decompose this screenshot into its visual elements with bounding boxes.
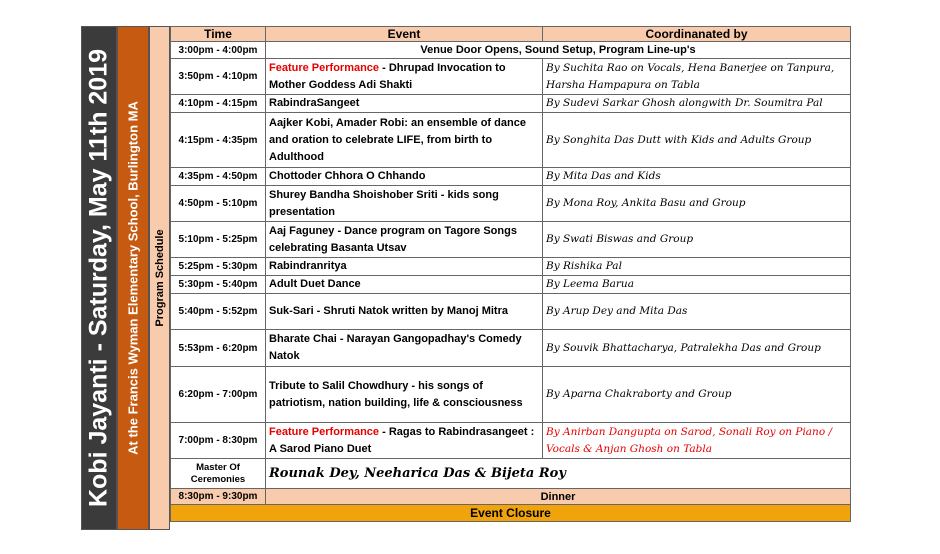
row-event <box>266 423 543 459</box>
row-coordinator: By Mita Das and Kids <box>543 168 851 186</box>
row-event: Suk-Sari - Shruti Natok written by Manoj Mitra <box>266 294 543 330</box>
mc-row <box>171 459 851 489</box>
row-time: 5:10pm - 5:25pm <box>171 222 266 258</box>
opening-time: 3:00pm - 4:00pm <box>171 42 266 59</box>
row-time: 5:30pm - 5:40pm <box>171 276 266 294</box>
row-event <box>266 59 543 95</box>
table-row <box>171 222 851 258</box>
mc-label: Master Of Ceremonies <box>171 459 266 489</box>
row-coordinator: By Aparna Chakraborty and Group <box>543 367 851 423</box>
row-time: 5:40pm - 5:52pm <box>171 294 266 330</box>
event-title-band <box>81 26 117 530</box>
table-row <box>171 423 851 459</box>
dinner-time: 8:30pm - 9:30pm <box>171 489 266 505</box>
row-time: 5:53pm - 6:20pm <box>171 330 266 367</box>
row-coordinator: By Arup Dey and Mita Das <box>543 294 851 330</box>
dinner-text: Dinner <box>266 489 851 505</box>
row-event: Adult Duet Dance <box>266 276 543 294</box>
event-closure: Event Closure <box>171 505 851 522</box>
row-coordinator: By Mona Roy, Ankita Basu and Group <box>543 186 851 222</box>
row-time: 4:15pm - 4:35pm <box>171 113 266 168</box>
feature-label: Feature Performance <box>269 425 380 438</box>
row-time: 4:35pm - 4:50pm <box>171 168 266 186</box>
feature-label: Feature Performance <box>269 61 380 74</box>
event-text: - Dhrupad Invocation to Mother Goddess Adi Shakti <box>269 61 506 91</box>
row-event: Aaj Faguney - Dance program on Tagore Songs celebrating Basanta Utsav <box>266 222 543 258</box>
row-event: Tribute to Salil Chowdhury - his songs of patriotism, nation building, life & consciousness <box>266 367 543 423</box>
table-row <box>171 113 851 168</box>
event-header: Event <box>266 27 543 42</box>
table-row <box>171 168 851 186</box>
dinner-row <box>171 489 851 505</box>
mc-names: Rounak Dey, Neeharica Das & Bijeta Roy <box>266 459 851 489</box>
table-row <box>171 294 851 330</box>
table-row <box>171 258 851 276</box>
time-header: Time <box>171 27 266 42</box>
table-row <box>171 276 851 294</box>
row-coordinator: By Sudevi Sarkar Ghosh alongwith Dr. Soumitra Pal <box>543 95 851 113</box>
closure-row <box>171 505 851 522</box>
row-coordinator: By Anirban Dangupta on Sarod, Sonali Roy on Piano / Vocals & Anjan Ghosh on Tabla <box>543 423 851 459</box>
table-row <box>171 95 851 113</box>
row-event: Bharate Chai - Narayan Gangopadhay's Comedy Natok <box>266 330 543 367</box>
row-coordinator: By Rishika Pal <box>543 258 851 276</box>
row-coordinator: By Songhita Das Dutt with Kids and Adults Group <box>543 113 851 168</box>
row-time: 7:00pm - 8:30pm <box>171 423 266 459</box>
row-event: Aajker Kobi, Amader Robi: an ensemble of dance and oration to celebrate LIFE, from birth to Adulthood <box>266 113 543 168</box>
section-label: Program Schedule <box>153 229 166 327</box>
row-event: Rabindranritya <box>266 258 543 276</box>
opening-row <box>171 42 851 59</box>
venue-text: At the Francis Wyman Elementary School, Burlington MA <box>125 101 141 455</box>
row-time: 4:10pm - 4:15pm <box>171 95 266 113</box>
table-row <box>171 330 851 367</box>
opening-text: Venue Door Opens, Sound Setup, Program Line-up's <box>266 42 851 59</box>
row-time: 3:50pm - 4:10pm <box>171 59 266 95</box>
row-coordinator: By Souvik Bhattacharya, Patralekha Das and Group <box>543 330 851 367</box>
row-event: RabindraSangeet <box>266 95 543 113</box>
event-text: - Ragas to Rabindrasangeet : A Sarod Piano Duet <box>269 425 535 455</box>
table-row <box>171 59 851 95</box>
row-coordinator: By Suchita Rao on Vocals, Hena Banerjee on Tanpura, Harsha Hampapura on Tabla <box>543 59 851 95</box>
table-row <box>171 367 851 423</box>
row-time: 5:25pm - 5:30pm <box>171 258 266 276</box>
venue-band <box>117 26 149 530</box>
event-title: Kobi Jayanti - Saturday, May 11th 2019 <box>84 48 113 508</box>
row-coordinator: By Swati Biswas and Group <box>543 222 851 258</box>
row-event: Chottoder Chhora O Chhando <box>266 168 543 186</box>
row-event: Shurey Bandha Shoishober Sriti - kids song presentation <box>266 186 543 222</box>
row-time: 4:50pm - 5:10pm <box>171 186 266 222</box>
row-time: 6:20pm - 7:00pm <box>171 367 266 423</box>
section-band <box>149 26 170 530</box>
program-schedule-table <box>170 26 851 522</box>
header-row <box>171 27 851 42</box>
coordinated-header: Coordinanated by <box>543 27 851 42</box>
table-row <box>171 186 851 222</box>
row-coordinator: By Leema Barua <box>543 276 851 294</box>
